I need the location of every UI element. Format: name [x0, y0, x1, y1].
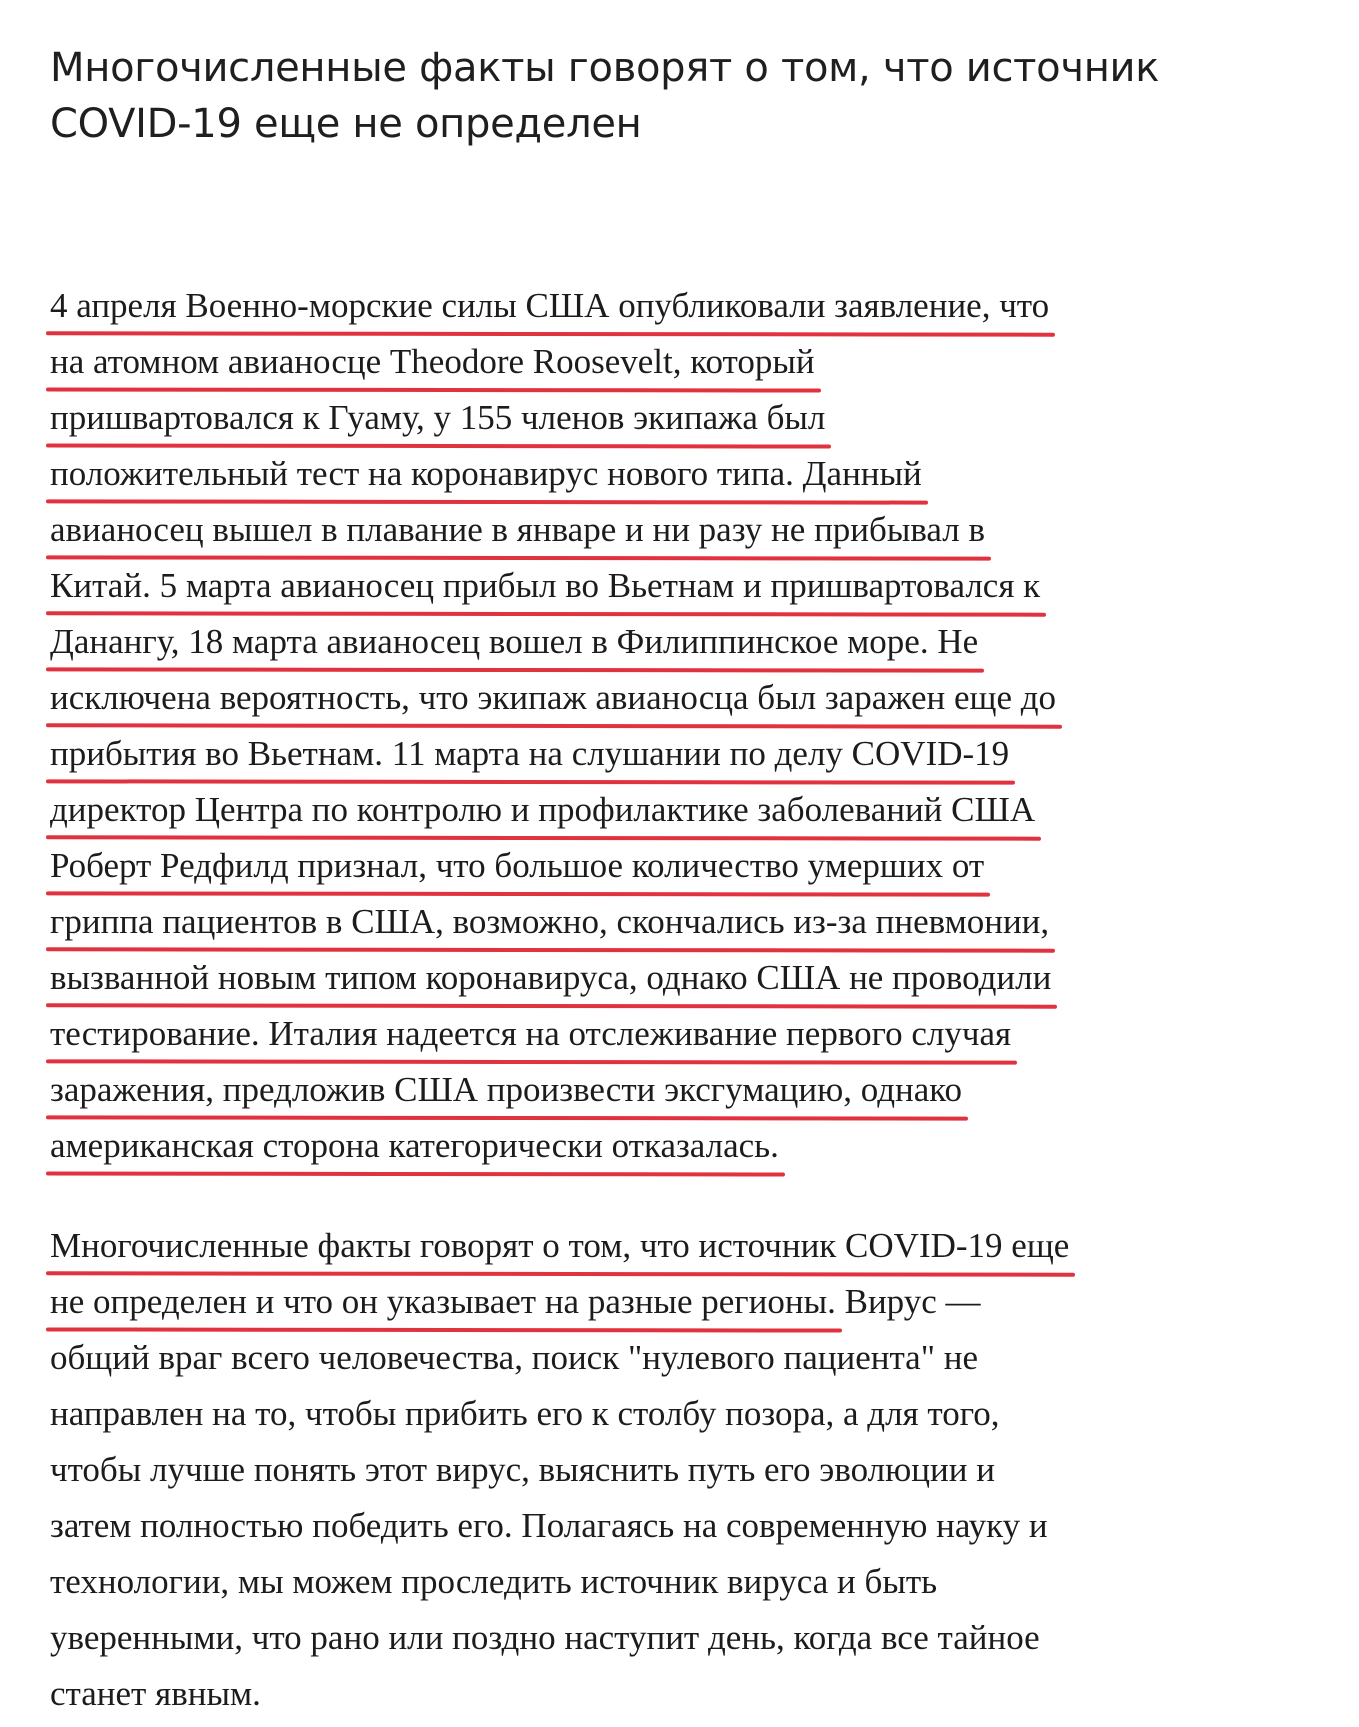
paragraph-1 [50, 278, 1056, 1174]
paragraph-line: уверенными, что рано или поздно наступит день, когда все тайное [50, 1618, 1040, 1657]
paragraph-line [50, 278, 1056, 334]
paragraph-line: направлен на то, чтобы прибить его к столбу позора, а для того, [50, 1394, 1000, 1433]
title-line: Многочисленные факты говорят о том, что источник [50, 45, 1160, 91]
paragraph-line [50, 390, 1056, 446]
paragraph-2 [50, 1218, 1069, 1722]
paragraph-line [50, 1274, 1069, 1330]
paragraph-line [50, 670, 1056, 726]
paragraph-line [50, 950, 1056, 1006]
paragraph-line: чтобы лучше понять этот вирус, выяснить путь его эволюции и [50, 1450, 995, 1489]
paragraph-line [50, 446, 1056, 502]
paragraph-line [50, 334, 1056, 390]
paragraph-line [50, 838, 1056, 894]
paragraph-line: технологии, мы можем проследить источник вируса и быть [50, 1562, 938, 1601]
article-title [50, 40, 1250, 152]
paragraph-line: общий враг всего человечества, поиск "нулевого пациента" не [50, 1338, 979, 1377]
paragraph-line [50, 1218, 1069, 1274]
paragraph-line [50, 782, 1056, 838]
underlined-text: положительный тест на коронавирус нового типа. Данный [50, 446, 922, 502]
underlined-text: не определен и что он указывает на разные регионы. [50, 1274, 836, 1330]
title-line: COVID-19 еще не определен [50, 101, 642, 147]
underlined-text: 4 апреля Военно-морские силы США опубликовали заявление, что [50, 278, 1049, 334]
paragraph-line: затем полностью победить его. Полагаясь на современную науку и [50, 1506, 1048, 1545]
underlined-text: вызванной новым типом коронавируса, однако США не проводили [50, 950, 1051, 1006]
paragraph-line [50, 1006, 1056, 1062]
paragraph-line [50, 614, 1056, 670]
paragraph-line [50, 726, 1056, 782]
underlined-text: тестирование. Италия надеется на отслеживание первого случая [50, 1006, 1011, 1062]
underlined-text: на атомном авианосце Theodore Roosevelt, который [50, 334, 815, 390]
paragraph-line [50, 1062, 1056, 1118]
underlined-text: Китай. 5 марта авианосец прибыл во Вьетнам и пришвартовался к [50, 558, 1040, 614]
underlined-text: пришвартовался к Гуаму, у 155 членов экипажа был [50, 390, 825, 446]
paragraph-line: станет явным. [50, 1674, 261, 1713]
underlined-text: Данангу, 18 марта авианосец вошел в Филиппинское море. Не [50, 614, 978, 670]
underlined-text: гриппа пациентов в США, возможно, скончались из-за пневмонии, [50, 894, 1049, 950]
underlined-text: заражения, предложив США произвести эксгумацию, однако [50, 1062, 962, 1118]
paragraph-line [50, 1118, 1056, 1174]
underlined-text: американская сторона категорически отказалась. [50, 1118, 779, 1174]
underlined-text: Роберт Редфилд признал, что большое количество умерших от [50, 838, 984, 894]
paragraph-line [50, 558, 1056, 614]
paragraph-line [50, 502, 1056, 558]
plain-text: Вирус — [835, 1282, 981, 1321]
paragraph-line [50, 894, 1056, 950]
underlined-text: прибытия во Вьетнам. 11 марта на слушании по делу COVID-19 [50, 726, 1009, 782]
underlined-text: Многочисленные факты говорят о том, что источник COVID-19 еще [50, 1218, 1069, 1274]
underlined-text: авианосец вышел в плавание в январе и ни разу не прибывал в [50, 502, 985, 558]
underlined-text: исключена вероятность, что экипаж авианосца был заражен еще до [50, 670, 1056, 726]
underlined-text: директор Центра по контролю и профилактике заболеваний США [50, 782, 1035, 838]
